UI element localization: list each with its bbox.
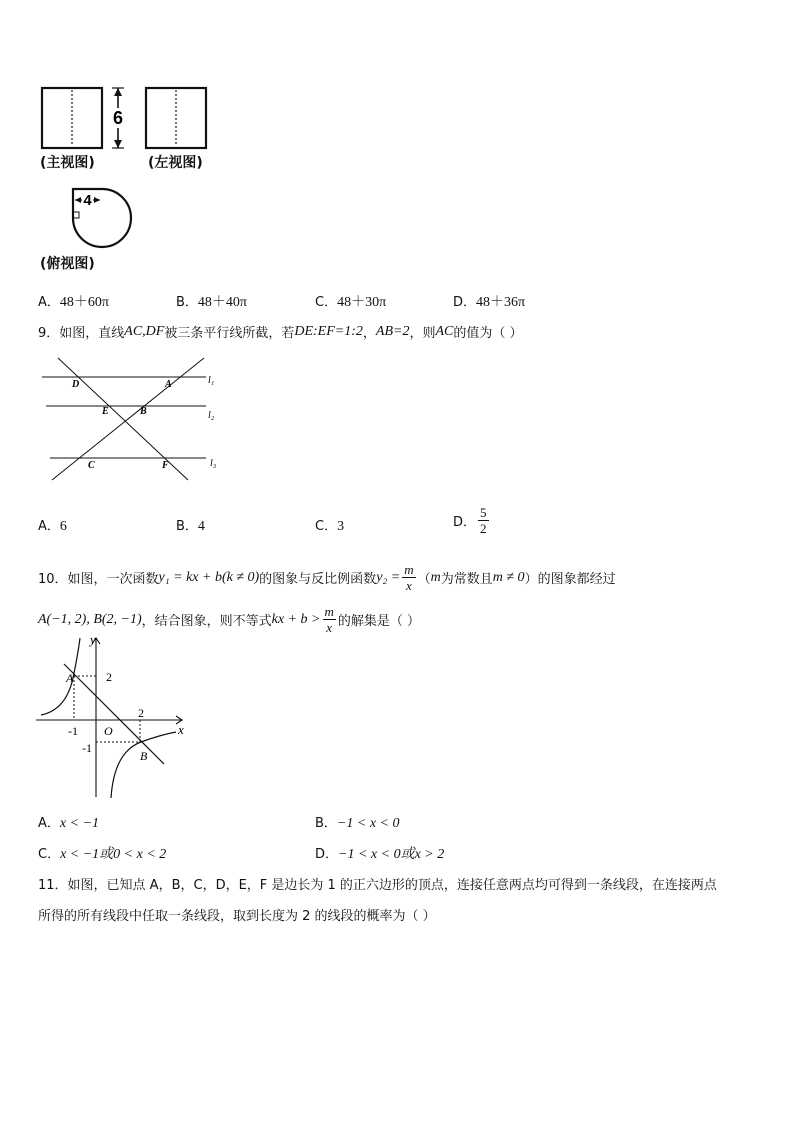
option-value: x < −1 (59, 816, 100, 831)
option-label: D． (453, 515, 477, 530)
front-view (42, 88, 102, 148)
q9-lines: AC,DF (124, 323, 165, 339)
option-value: 6 (59, 519, 67, 534)
denominator: x (406, 578, 412, 593)
denominator: 2 (480, 521, 487, 536)
top-view-caption: (俯视图) (40, 256, 95, 272)
q9-option-b[interactable] (176, 515, 205, 535)
option-label: B． (315, 816, 337, 831)
q10-option-b[interactable] (315, 812, 399, 832)
height-label: 6 (112, 108, 124, 128)
axis-label-x: x (178, 722, 184, 737)
label-d: D (72, 379, 80, 390)
q9-option-c[interactable] (315, 515, 344, 535)
option-label: B． (176, 295, 198, 310)
option-label: C． (315, 295, 338, 310)
denominator: x (326, 620, 333, 635)
q9-text: ，则 (409, 326, 436, 341)
option-value: x < −1或0 < x < 2 (60, 847, 167, 862)
label-b: B (140, 406, 147, 417)
left-view (146, 88, 206, 148)
numerator: 5 (480, 505, 487, 520)
q8-option-d[interactable] (453, 291, 525, 311)
label-a: A (165, 379, 172, 390)
q9-ac: AC (435, 323, 454, 339)
three-view-figure (36, 82, 226, 277)
option-label: D． (453, 295, 477, 310)
q10-option-c[interactable] (38, 843, 166, 863)
q10-option-d[interactable] (315, 843, 444, 863)
left-view-caption: (左视图) (148, 155, 203, 171)
label-c: C (88, 460, 95, 471)
option-label: A． (38, 519, 60, 534)
option-label: D． (315, 847, 339, 862)
q10-inverse-lhs: y₂ = (376, 569, 401, 585)
option-label: B． (176, 519, 198, 534)
q9-text: 9．如图，直线 (38, 326, 125, 341)
front-view-caption: (主视图) (40, 155, 95, 171)
q9-text: ， (362, 326, 376, 341)
q9-ab: AB=2 (375, 323, 410, 339)
q9-option-d[interactable] (453, 505, 491, 536)
top-view (73, 189, 131, 247)
option-value: 48＋60π (59, 295, 109, 310)
q8-option-b[interactable] (176, 291, 247, 311)
option-value: 4 (197, 519, 205, 534)
option-value: 48＋30π (337, 295, 387, 310)
point-label-b: B (140, 749, 148, 763)
q10-text: 的图象与反比例函数 (259, 572, 377, 587)
label-f: F (162, 460, 169, 471)
q10-m-condition: m ≠ 0 (492, 569, 525, 585)
origin-label: O (104, 724, 113, 738)
tick-label-y-neg1: -1 (82, 741, 92, 755)
q10-stem-line1 (38, 562, 616, 593)
q9-stem (38, 322, 523, 341)
label-l3: l₃ (210, 458, 217, 469)
q10-option-a[interactable] (38, 812, 99, 832)
numerator: m (404, 562, 414, 577)
q9-ratio: DE:EF=1:2 (294, 323, 363, 339)
option-value: 3 (337, 519, 345, 534)
fraction (402, 562, 415, 593)
q9-text: 的值为（ ） (453, 326, 523, 341)
tick-label-x-2: 2 (138, 706, 144, 720)
option-label: A． (38, 816, 60, 831)
option-value: −1 < x < 0 (336, 816, 400, 831)
q11-stem-line2: 所得的所有线段中任取一条线段，取到长度为 2 的线段的概率为（ ） (38, 909, 436, 924)
q11-stem-line1: 11．如图，已知点 A，B，C，D，E，F 是边长为 1 的正六边形的顶点，连接任意两点均可得到一条线段，在连接两点 (38, 878, 717, 893)
q10-linear-function: y₁ = kx + b(k ≠ 0) (158, 569, 260, 585)
point-label-a: A (66, 671, 74, 685)
fraction (478, 505, 489, 536)
axis-label-y: y (90, 632, 96, 647)
height-dimension (111, 88, 125, 148)
q8-option-a[interactable] (38, 291, 109, 311)
option-value: 48＋40π (197, 295, 247, 310)
q10-text: ，结合图象，则不等式 (141, 614, 272, 629)
option-label: A． (38, 295, 60, 310)
option-value: −1 < x < 0或x > 2 (338, 847, 445, 862)
parallel-lines-figure (38, 352, 228, 484)
numerator: m (324, 604, 334, 619)
label-l1: l₁ (208, 375, 215, 386)
option-value: 48＋36π (476, 295, 526, 310)
q10-m: m (430, 569, 441, 585)
option-label: C． (315, 519, 338, 534)
radius-label: 4 (83, 192, 92, 209)
q9-option-a[interactable] (38, 515, 67, 535)
q10-text: 的解集是（ ） (337, 614, 421, 629)
tick-label-y-2: 2 (106, 670, 112, 684)
q8-option-c[interactable] (315, 291, 386, 311)
q9-text: 被三条平行线所截，若 (164, 326, 295, 341)
q10-text: 为常数且 (440, 572, 493, 587)
tick-label-x-neg1: -1 (68, 724, 78, 738)
label-l2: l₂ (208, 410, 215, 421)
q10-points: A(−1, 2), B(2, −1) (38, 611, 142, 627)
label-e: E (102, 406, 109, 417)
q10-stem-line2 (38, 604, 420, 635)
option-label: C． (38, 847, 61, 862)
q10-inequality-lhs: kx + b > (271, 611, 321, 627)
function-graph-figure (36, 632, 196, 802)
q10-text: （ (417, 572, 431, 587)
q10-text: 10．如图，一次函数 (38, 572, 159, 587)
fraction (323, 604, 336, 635)
q10-text: ）的图象都经过 (524, 572, 616, 587)
